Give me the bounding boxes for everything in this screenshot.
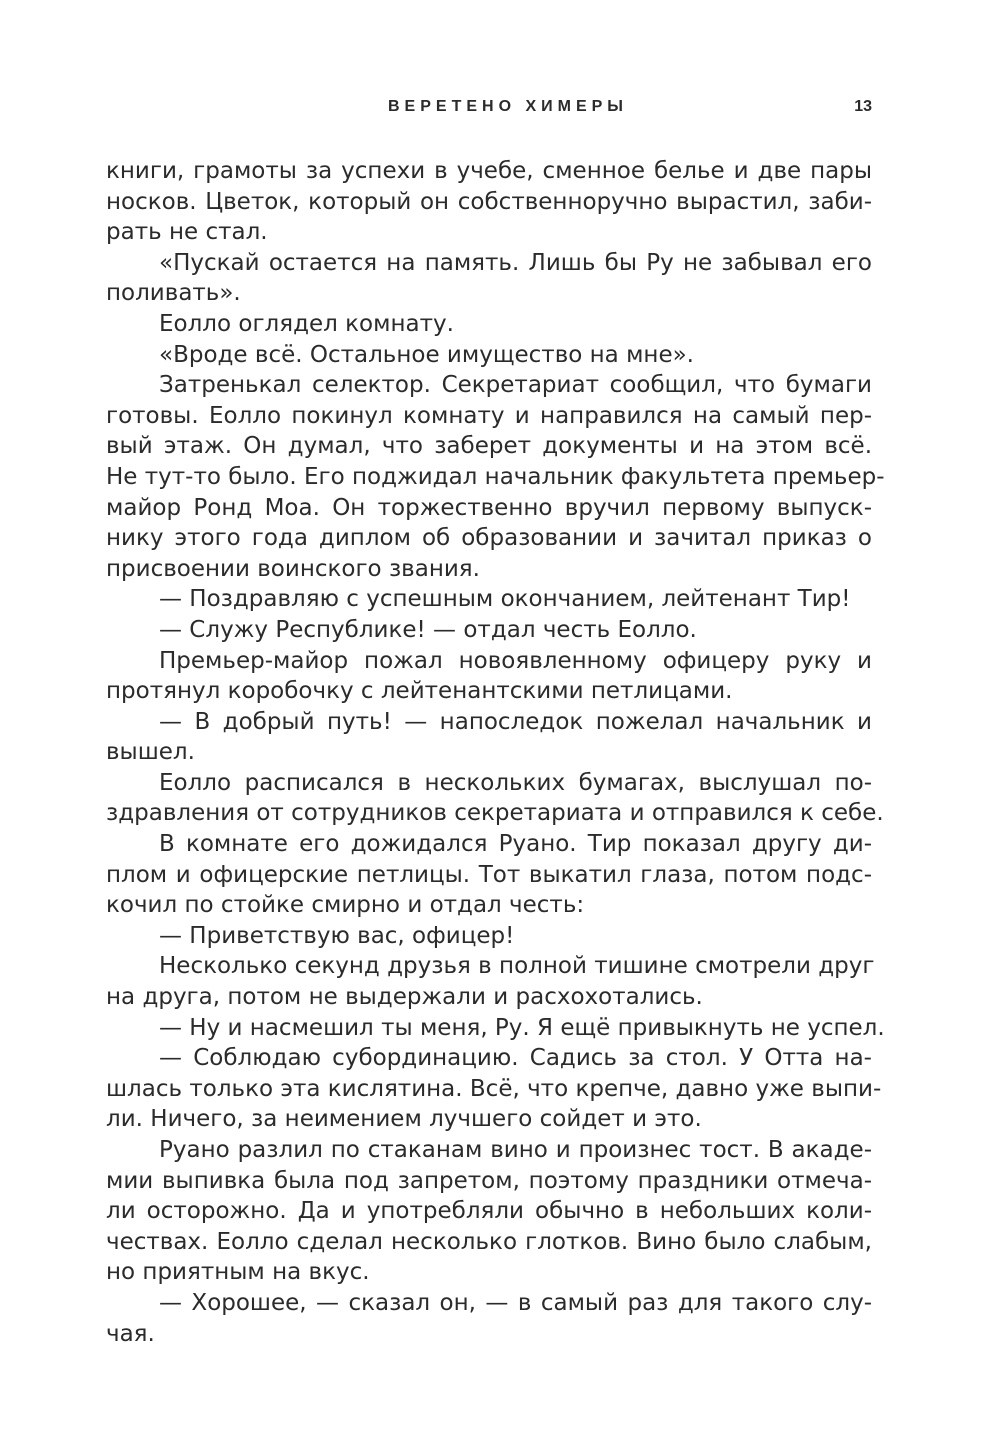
text-line: присвоении воинского звания.	[106, 555, 480, 582]
text-line: Руано разлил по стаканам вино и произнес тост. В акаде-	[159, 1137, 872, 1163]
text-line: Премьер-майор пожал новоявленному офицеру руку и	[159, 647, 872, 674]
text-line: шлась только эта кислятина. Всё, что крепче, давно уже выпи-	[106, 1075, 882, 1102]
text-line: — Соблюдаю субординацию. Садись за стол. У Отта на-	[159, 1045, 872, 1072]
text-line: на друга, потом не выдержали и расхохотались.	[106, 984, 703, 1011]
text-line: Затренькал селектор. Секретариат сообщил, что бумаги	[159, 372, 872, 399]
text-line: ли. Ничего, за неимением лучшего сойдет и это.	[106, 1106, 702, 1133]
text-line: чая.	[106, 1320, 155, 1347]
text-line: здравления от сотрудников секретариата и отправился к себе.	[106, 800, 884, 827]
text-line: «Пускай остается на память. Лишь бы Ру не забывал его	[159, 249, 872, 276]
text-line: носков. Цветок, который он собственноручно вырастил, заби-	[106, 188, 872, 215]
text-line: но приятным на вкус.	[106, 1259, 370, 1286]
text-line: Еолло расписался в нескольких бумагах, выслушал по-	[159, 769, 872, 796]
text-line: «Вроде всё. Остальное имущество на мне».	[159, 341, 694, 368]
text-line: кочил по стойке смирно и отдал честь:	[106, 892, 585, 919]
text-line: Еолло оглядел комнату.	[159, 310, 454, 337]
text-line: — В добрый путь! — напоследок пожелал начальник и	[159, 708, 872, 735]
body-text	[106, 156, 885, 1349]
text-line: рать не стал.	[106, 219, 268, 246]
text-line: — Хорошее, — сказал он, — в самый раз для такого слу-	[159, 1289, 872, 1316]
text-line: чествах. Еолло сделал несколько глотков. Вино было слабым,	[106, 1228, 872, 1255]
text-line: — Поздравляю с успешным окончанием, лейтенант Тир!	[159, 586, 851, 613]
text-line: майор Ронд Моа. Он торжественно вручил первому выпуск-	[106, 494, 872, 521]
page-number: 13	[854, 98, 872, 115]
text-line: вышел.	[106, 739, 195, 766]
text-line: ли осторожно. Да и употребляли обычно в небольших коли-	[106, 1198, 872, 1225]
text-line: — Служу Республике! — отдал честь Еолло.	[159, 616, 697, 643]
text-line: мии выпивка была под запретом, поэтому праздники отмеча-	[106, 1167, 872, 1194]
text-line: нику этого года диплом об образовании и зачитал приказ о	[106, 525, 872, 552]
text-line: В комнате его дожидался Руано. Тир показал другу ди-	[159, 831, 872, 858]
running-header	[0, 98, 1000, 126]
text-line: протянул коробочку с лейтенантскими петлицами.	[106, 678, 733, 705]
text-line: вый этаж. Он думал, что заберет документы и на этом всё.	[106, 433, 872, 460]
text-line: готовы. Еолло покинул комнату и направился на самый пер-	[106, 402, 872, 429]
text-line: книги, грамоты за успехи в учебе, сменное белье и две пары	[106, 158, 872, 184]
text-line: Несколько секунд друзья в полной тишине смотрели друг	[159, 953, 875, 980]
text-line: поливать».	[106, 280, 241, 307]
text-line: плом и офицерские петлицы. Тот выкатил глаза, потом подс-	[106, 861, 872, 888]
text-line: Не тут-то было. Его поджидал начальник факультета премьер-	[106, 463, 885, 490]
text-line: — Ну и насмешил ты меня, Ру. Я ещё привыкнуть не успел.	[159, 1014, 885, 1041]
book-title: ВЕРЕТЕНО ХИМЕРЫ	[388, 98, 628, 115]
text-line: — Приветствую вас, офицер!	[159, 922, 515, 949]
